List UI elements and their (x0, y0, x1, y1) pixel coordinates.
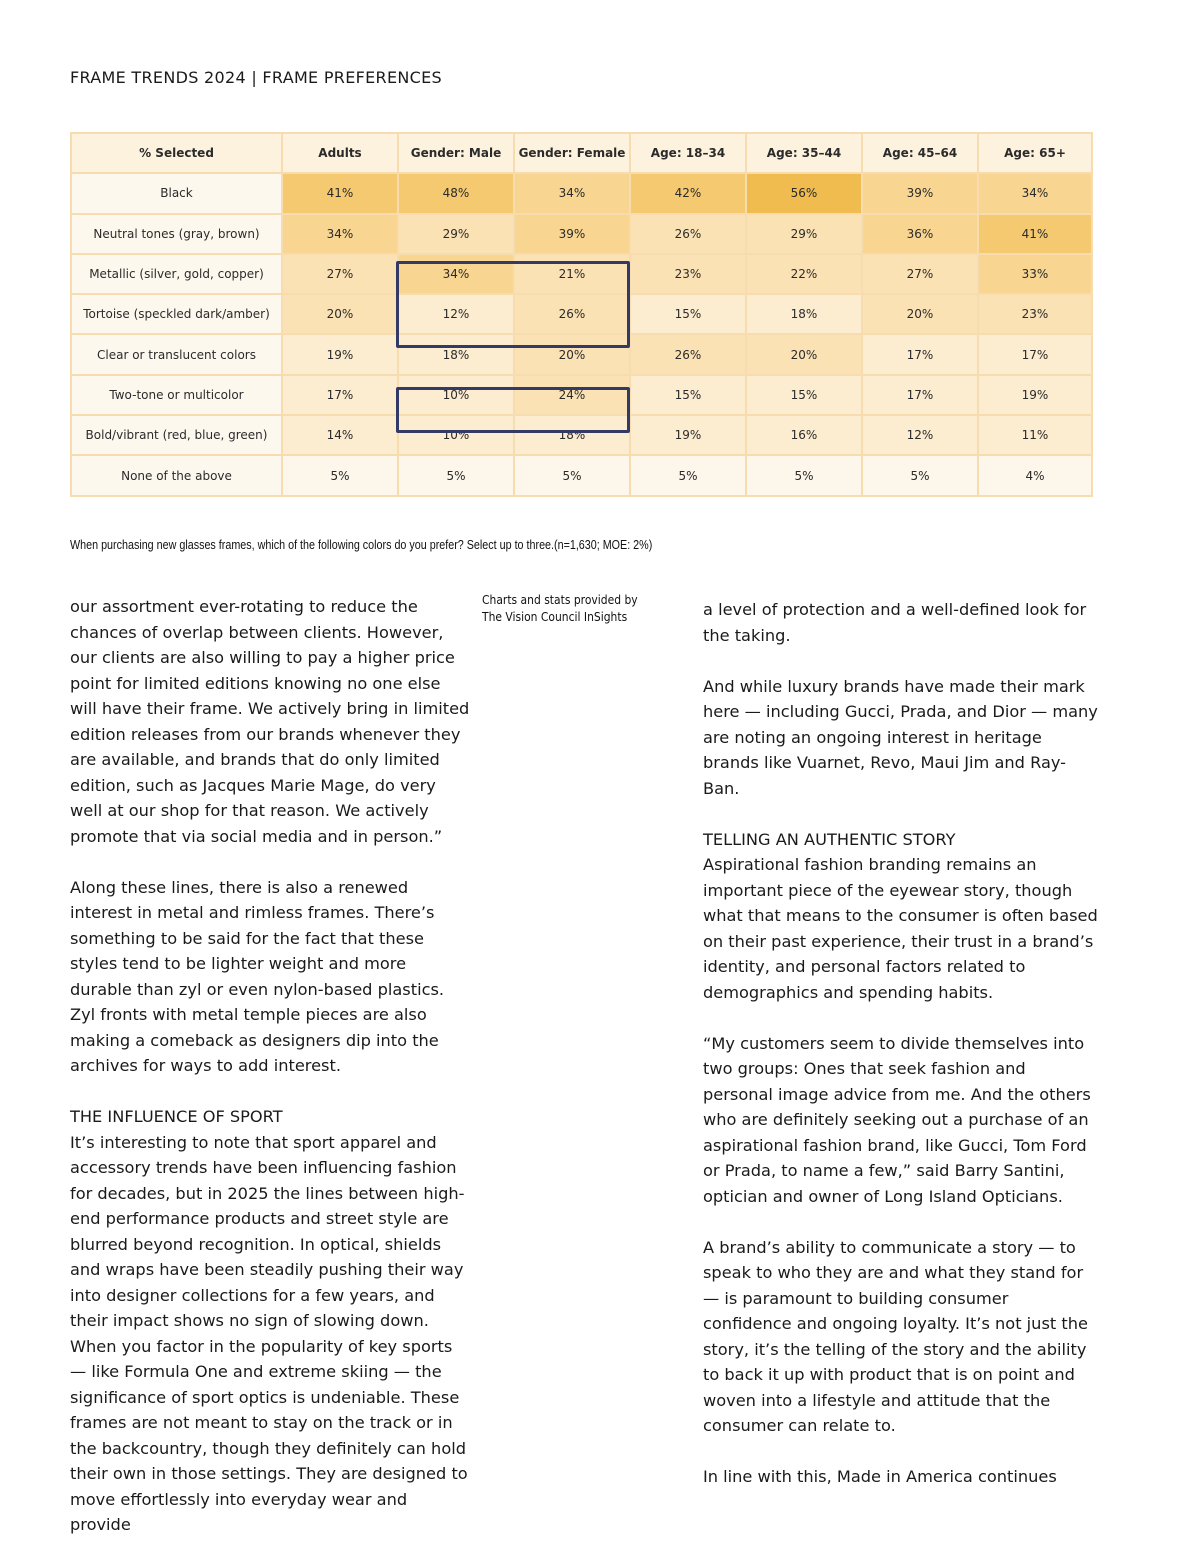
column-header: Gender: Female (514, 133, 630, 173)
table-cell: 18% (514, 415, 630, 455)
paragraph: Aspirational fashion branding remains an important piece of the eyewear story, though what that means to the consumer is often based on their past experience, their trust in a brand’s identity, and personal factors related to demographics and spending habits. (703, 855, 1098, 1002)
table-cell: 27% (862, 254, 978, 294)
paragraph: And while luxury brands have made their mark here — including Gucci, Prada, and Dior — many are noting an ongoing interest in heritage brands like Vuarnet, Revo, Maui Jim and Ray-Ban. (703, 676, 1098, 798)
column-header: % Selected (71, 133, 282, 173)
column-header: Adults (282, 133, 398, 173)
column-header: Age: 45–64 (862, 133, 978, 173)
table-cell: 26% (514, 294, 630, 334)
paragraph: In line with this, Made in America continues (703, 1467, 1057, 1486)
table-cell: 20% (282, 294, 398, 334)
table-cell: 26% (630, 334, 746, 374)
paragraph: a level of protection and a well-defined look for the taking. (703, 600, 1087, 645)
section-heading: TELLING AN AUTHENTIC STORY (703, 829, 956, 849)
section-with-heading (703, 827, 1098, 1006)
table-cell: 20% (746, 334, 862, 374)
table-cell: 11% (978, 415, 1092, 455)
highlight-box-two-tone (396, 387, 630, 433)
table-cell: 12% (862, 415, 978, 455)
table-cell: 19% (282, 334, 398, 374)
table-cell: 56% (746, 173, 862, 213)
table-row (71, 214, 1092, 254)
table-cell: 5% (514, 455, 630, 495)
table-cell: 33% (978, 254, 1092, 294)
table-cell: 5% (862, 455, 978, 495)
table-cell: 5% (630, 455, 746, 495)
table-cell: 14% (282, 415, 398, 455)
table-cell: 5% (398, 455, 514, 495)
table-cell: 23% (978, 294, 1092, 334)
table-cell: 42% (630, 173, 746, 213)
table-cell: 18% (398, 334, 514, 374)
table-cell: 20% (514, 334, 630, 374)
table-cell: 29% (398, 214, 514, 254)
table-cell: 39% (514, 214, 630, 254)
table-cell: 5% (282, 455, 398, 495)
table-cell: 10% (398, 415, 514, 455)
table-cell: 29% (746, 214, 862, 254)
article-column-left (70, 594, 470, 1563)
table-cell: 15% (630, 375, 746, 415)
table-row (71, 455, 1092, 495)
table-cell: 34% (282, 214, 398, 254)
column-header: Age: 65+ (978, 133, 1092, 173)
table-cell: 21% (514, 254, 630, 294)
table-cell: 36% (862, 214, 978, 254)
source-credit (482, 591, 638, 625)
table-cell: 34% (978, 173, 1092, 213)
table-cell: 17% (978, 334, 1092, 374)
table-header-row (71, 133, 1092, 173)
paragraph: “My customers seem to divide themselves into two groups: Ones that seek fashion and personal image advice from me. And the others who are definitely seeking out a purchase of an aspirational fashion brand, like Gucci, Tom Ford or Prada, to name a few,” said Barry Santini, optician and owner of Long Island Opticians. (703, 1033, 1091, 1206)
credit-line: Charts and stats provided by (482, 592, 638, 607)
highlight-box-metallic-tortoise (396, 261, 630, 348)
credit-line: The Vision Council InSights (482, 609, 628, 624)
table-cell: 15% (746, 375, 862, 415)
table-cell: 18% (746, 294, 862, 334)
row-label: Metallic (silver, gold, copper) (71, 254, 282, 294)
table-cell: 22% (746, 254, 862, 294)
row-label: Black (71, 173, 282, 213)
table-cell: 10% (398, 375, 514, 415)
paragraph: A brand’s ability to communicate a story — to speak to who they are and what they stand for — is paramount to building consumer confidence and ongoing loyalty. It’s not just the story, it’s the telling of the story and the ability to back it up with product that is on point and woven into a lifestyle and attitude that the consumer can relate to. (703, 1237, 1088, 1435)
page-header: FRAME TRENDS 2024 | FRAME PREFERENCES (70, 68, 442, 87)
row-label: Clear or translucent colors (71, 334, 282, 374)
table-cell: 24% (514, 375, 630, 415)
table-cell: 17% (862, 375, 978, 415)
table-cell: 19% (630, 415, 746, 455)
table-cell: 41% (978, 214, 1092, 254)
table-cell: 48% (398, 173, 514, 213)
table-row (71, 173, 1092, 213)
column-header: Age: 18–34 (630, 133, 746, 173)
table-cell: 23% (630, 254, 746, 294)
table-cell: 17% (282, 375, 398, 415)
row-label: Two-tone or multicolor (71, 375, 282, 415)
table-cell: 5% (746, 455, 862, 495)
table-cell: 4% (978, 455, 1092, 495)
table-cell: 34% (398, 254, 514, 294)
column-header: Gender: Male (398, 133, 514, 173)
table-cell: 19% (978, 375, 1092, 415)
section-heading: THE INFLUENCE OF SPORT (70, 1107, 283, 1126)
section-with-heading (70, 1104, 470, 1538)
table-cell: 27% (282, 254, 398, 294)
row-label: Tortoise (speckled dark/amber) (71, 294, 282, 334)
row-label: Neutral tones (gray, brown) (71, 214, 282, 254)
column-header: Age: 35–44 (746, 133, 862, 173)
table-cell: 34% (514, 173, 630, 213)
table-cell: 39% (862, 173, 978, 213)
frame-color-table-wrapper (70, 132, 1091, 515)
table-cell: 15% (630, 294, 746, 334)
table-cell: 41% (282, 173, 398, 213)
table-cell: 17% (862, 334, 978, 374)
table-cell: 20% (862, 294, 978, 334)
paragraph: It’s interesting to note that sport apparel and accessory trends have been influencing fashion for decades, but in 2025 the lines between high-end performance products and street style are blurred beyond recognition. In optical, shields and wraps have been steadily pushing their way into designer collections for a few years, and their impact shows no sign of slowing down. When you factor in the popularity of key sports — like Formula One and extreme skiing — the significance of sport optics is undeniable. These frames are not meant to stay on the track or in the backcountry, though they definitely can hold their own in those settings. They are designed to move effortlessly into everyday wear and provide (70, 1132, 468, 1534)
article-column-right (703, 597, 1098, 1515)
table-cell: 12% (398, 294, 514, 334)
paragraph: Along these lines, there is also a renewed interest in metal and rimless frames. There’s something to be said for the fact that these styles tend to be lighter weight and more durable than zyl or even nylon-based plastics. Zyl fronts with metal temple pieces are also making a comeback as designers dip into the archives for ways to add interest. (70, 877, 445, 1075)
row-label: None of the above (71, 455, 282, 495)
table-cell: 26% (630, 214, 746, 254)
row-label: Bold/vibrant (red, blue, green) (71, 415, 282, 455)
paragraph: our assortment ever-rotating to reduce the chances of overlap between clients. However, our clients are also willing to pay a higher price point for limited editions knowing no one else will have their frame. We actively bring in limited edition releases from our brands whenever they are available, and brands that do only limited edition, such as Jacques Marie Mage, do very well at our shop for that reason. We actively promote that via social media and in person.” (70, 597, 470, 846)
table-caption: When purchasing new glasses frames, which of the following colors do you prefer? Select up to three.(n=1,630; MOE: 2%) (70, 538, 653, 552)
table-cell: 16% (746, 415, 862, 455)
